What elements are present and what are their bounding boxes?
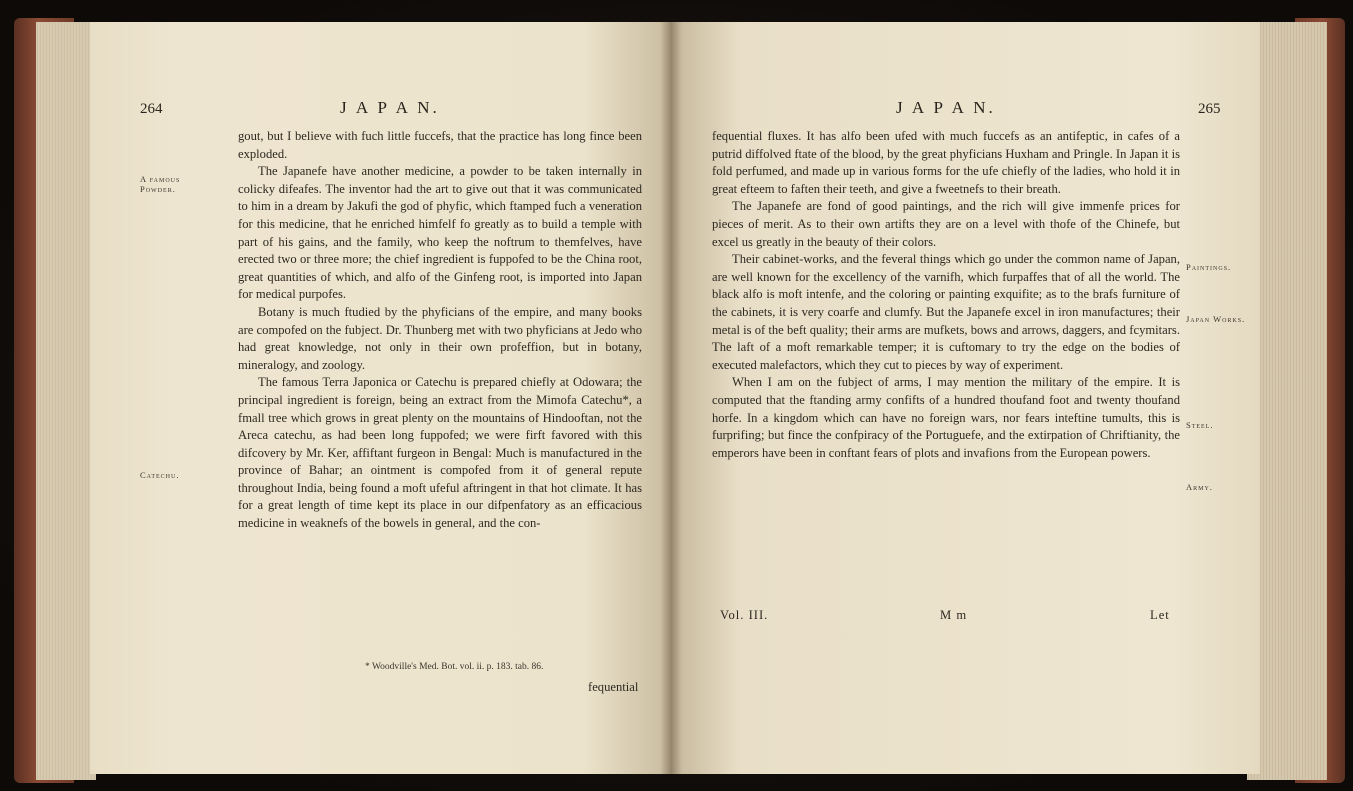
volume-label: Vol. III.: [720, 608, 769, 622]
paragraph: Botany is much ftudied by the phyficians of the empire, and many books are compofed on the fubject. Dr. Thunberg met with two phyficians at Jedo who had great knowledge, not only in their own profeffion, but in botany, mineralogy, and zoology.: [238, 304, 642, 372]
right-page: [670, 22, 1260, 774]
paragraph: fequential fluxes. It has alfo been ufed with much fuccefs as an antifeptic, in cafes of a putrid diffolved ftate of the blood, by the great phyficians Huxham and Pringle. In Japan it is fold perfumed, and made up in various forms for the ufe chiefly of the ladies, who hold it in great efteem to faften their teeth, and give a fweetnefs to their breath.: [712, 129, 1180, 196]
paragraph: The Japanefe are fond of good paintings, and the rich will give immenfe prices for pieces of merit. As to their own artifts they are on a level with thofe of the Chinefe, but excel us greatly in the beauty of their colors.: [712, 199, 1180, 249]
left-page-number: 264: [140, 101, 163, 117]
gutter-shadow: [660, 22, 682, 774]
footnote: * Woodville's Med. Bot. vol. ii. p. 183. tab. 86.: [365, 662, 544, 672]
left-page: [90, 22, 670, 774]
margin-note-steel: Steel.: [1186, 420, 1214, 430]
margin-note-paintings: Paintings.: [1186, 262, 1232, 272]
left-page-edges: [36, 22, 96, 780]
margin-note-army: Army.: [1186, 482, 1213, 492]
right-page-number: 265: [1198, 101, 1221, 117]
margin-note-catechu: Catechu.: [140, 470, 180, 480]
left-body-text: [238, 128, 642, 533]
right-catchword: Let: [1150, 608, 1170, 622]
paragraph: The famous Terra Japonica or Catechu is prepared chiefly at Odowara; the principal ingredient is foreign, being an extract from the Mimofa Catechu*, a fmall tree which grows in great plenty on the mountains of Hindooftan, not the Areca catechu, as had been long fuppofed; we were firft favored with this difcovery by Mr. Ker, affiftant furgeon in Bengal: Much is manufactured in the province of Bahar; an ointment is compofed from it of general repute throughout India, being found a moft ufeful aftringent in that hot climate. It has for a great length of time kept its place in our difpenfatory as an efficacious medicine in weaknefs of the bowels in general, and the con-: [238, 375, 642, 531]
paragraph: The Japanefe have another medicine, a powder to be taken internally in colicky difeafes. The inventor had the art to give out that it was communicated to him in a dream by Jakufi the god of phyfic, which ftamped fuch a veneration for this medicine, that he enriched himfelf fo greatly as to build a temple with part of his gains, and the family, who keep the noftrum to themfelves, have erected two or three more; the chief ingredient is fuppofed to be the China root, great quantities of which, and alfo of the Ginfeng root, is imported into Japan for medical purpofes.: [238, 164, 642, 302]
signature-mark: M m: [940, 608, 968, 622]
right-body-text: [712, 128, 1180, 462]
margin-note-famous-powder: A famous Powder.: [140, 174, 181, 194]
right-running-head: J A P A N.: [896, 98, 996, 117]
left-catchword: fequential: [588, 680, 639, 694]
left-running-head: J A P A N.: [340, 98, 440, 117]
paragraph: When I am on the fubject of arms, I may mention the military of the empire. It is computed that the ftanding army confifts of a hundred thoufand foot and twenty thoufand horfe. In a kingdom which can have no foreign wars, nor fears inteftine tumults, this is furprifing; but fince the confpiracy of the Portuguefe, and the extirpation of Chriftianity, the emperors have been in conftant fears of plots and invafions from the European powers.: [712, 375, 1180, 460]
paragraph: gout, but I believe with fuch little fuccefs, that the practice has long fince been exploded.: [238, 129, 642, 161]
margin-note-japan-works: Japan Works.: [1186, 314, 1246, 324]
paragraph: Their cabinet-works, and the feveral things which go under the common name of Japan, are well known for the excellency of the varnifh, which furpaffes that of all the world. The black alfo is moft intenfe, and the coloring or painting exquifite; as to the brafs furniture of the cabinets, it is very coarfe and clumfy. But the Japanefe excel in iron manufactures; their metal is of the beft quality; their arms are mufkets, bows and arrows, daggers, and fcymitars. The laft of a moft remarkable temper; it is cuftomary to try the edge on the bodies of executed malefactors, which they cut to pieces by way of experiment.: [712, 252, 1180, 372]
